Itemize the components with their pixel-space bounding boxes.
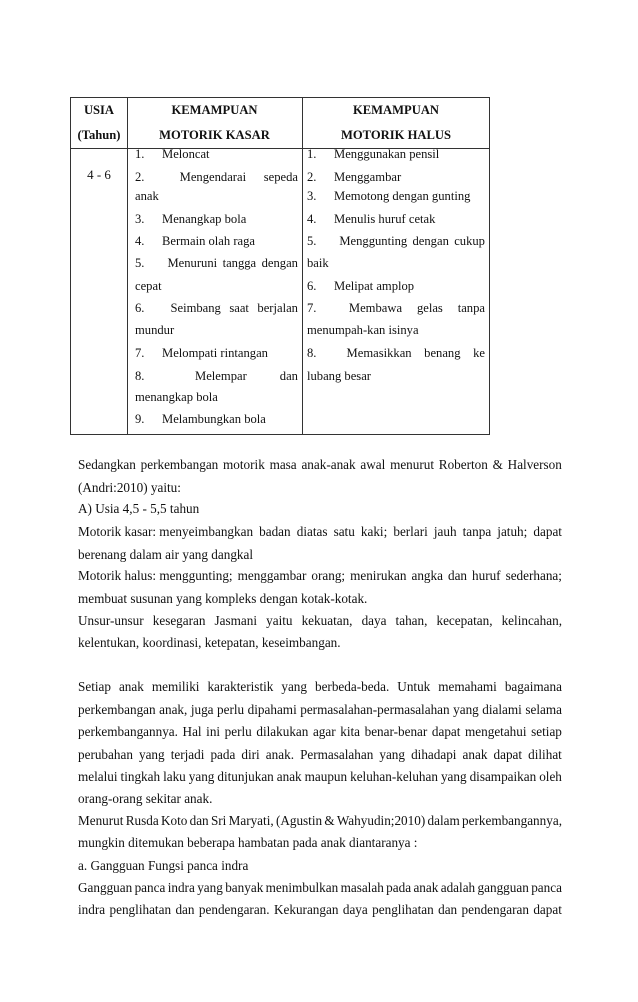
word: pada — [386, 880, 412, 895]
word: memiliki — [151, 679, 200, 694]
word: tanpa — [462, 524, 492, 539]
word: diatas — [296, 524, 328, 539]
word: yang — [379, 747, 405, 762]
header-kasar-line1: KEMAMPUAN — [171, 103, 258, 117]
word: motorik — [223, 457, 265, 472]
word: yang — [197, 880, 223, 895]
word: mengetahui — [465, 724, 527, 739]
list-item: 1. Meloncat — [135, 147, 210, 161]
word: dan — [189, 813, 209, 828]
paragraph-line — [78, 611, 562, 631]
word: yang — [188, 769, 215, 784]
word: daya — [361, 613, 387, 628]
word: maupun — [304, 769, 348, 784]
word: kekuatan, — [301, 613, 353, 628]
list-item-continuation: anak — [135, 189, 159, 203]
list-item-continuation: baik — [307, 256, 329, 270]
header-usia — [71, 98, 127, 148]
word: menirukan — [350, 568, 407, 583]
word: dihadapi — [411, 747, 457, 762]
word: oleh — [539, 769, 562, 784]
paragraph-line — [78, 722, 562, 742]
word: jatuh; — [497, 524, 528, 539]
list-item: 6. Melipat amplop — [307, 279, 415, 293]
word: terjadi — [170, 747, 205, 762]
word: & — [324, 813, 335, 828]
word: panca — [531, 880, 562, 895]
word: kesegaran — [152, 613, 206, 628]
word: Gangguan — [78, 880, 133, 895]
list-item: 1. Menggunakan pensil — [307, 147, 440, 161]
paragraph-line — [78, 455, 562, 475]
paragraph-line: berenang dalam air yang dangkal — [78, 547, 254, 562]
list-item: 4. Bermain olah raga — [135, 234, 256, 248]
word: dalam — [427, 813, 460, 828]
word: dilihat — [528, 747, 562, 762]
word: yang — [453, 702, 479, 717]
paragraph-line — [78, 745, 562, 765]
word: sederhana; — [505, 568, 562, 583]
word: perlu — [217, 702, 245, 717]
word: Unsur-unsur — [78, 613, 144, 628]
word: tingkah — [120, 769, 161, 784]
word: perkembangannya, — [462, 813, 562, 828]
word: Sedangkan — [78, 457, 136, 472]
list-item: 5. Menggunting dengan cukup — [307, 234, 485, 248]
word: berlari — [393, 524, 428, 539]
list-heading: A) Usia 4,5 - 5,5 tahun — [78, 501, 200, 516]
word: dan — [175, 902, 195, 917]
word: anak — [276, 769, 302, 784]
word: juga — [190, 702, 214, 717]
word: anak — [413, 880, 439, 895]
word: Motorik halus: menggunting; — [78, 568, 233, 583]
list-item: 8. Memasikkan benang ke — [307, 346, 485, 360]
paragraph-line: mungkin ditemukan beberapa hambatan pada anak diantaranya : — [78, 835, 418, 850]
word: Rusda — [125, 813, 159, 828]
word: yaitu — [266, 613, 293, 628]
word: indra — [167, 880, 195, 895]
list-item-continuation: cepat — [135, 279, 162, 293]
word: masalah — [340, 880, 384, 895]
word: penglihatan — [109, 902, 172, 917]
paragraph-line — [78, 677, 562, 697]
word: masa — [269, 457, 297, 472]
age-range: 4 - 6 — [87, 167, 111, 182]
word: menimbulkan — [265, 880, 339, 895]
word: tahan, — [395, 613, 428, 628]
word: Koto — [160, 813, 188, 828]
word: benar-benar — [364, 724, 428, 739]
word: angka — [411, 568, 443, 583]
paragraph-line: orang-orang sekitar anak. — [78, 791, 213, 806]
word: setiap — [531, 724, 562, 739]
word: gangguan — [477, 880, 529, 895]
word: Maryati, — [228, 813, 274, 828]
word: menggambar — [237, 568, 307, 583]
word: permasalahan-permasalahan — [300, 702, 450, 717]
word: kaki; — [360, 524, 388, 539]
word: adalah — [440, 880, 476, 895]
word: pendengaran — [461, 902, 529, 917]
paragraph-line: (Andri:2010) yaitu: — [78, 480, 181, 495]
list-item: 6. Seimbang saat berjalan — [135, 301, 298, 315]
list-item: 2. Mengendarai sepeda — [135, 170, 298, 184]
word: panca — [134, 880, 166, 895]
word: melalui — [78, 769, 118, 784]
list-item: 7. Melompati rintangan — [135, 346, 268, 360]
word: Roberton — [438, 457, 488, 472]
word: keluhan-keluhan — [350, 769, 438, 784]
list-item: 8. Melempar dan — [135, 369, 298, 383]
word: satu — [333, 524, 355, 539]
word: Kekurangan — [273, 902, 339, 917]
word: laku — [163, 769, 186, 784]
header-usia-line1: USIA — [83, 103, 115, 117]
header-halus — [302, 98, 490, 148]
word: perubahan — [78, 747, 133, 762]
word: dialami — [482, 702, 522, 717]
list-item: 2. Menggambar — [307, 170, 402, 184]
word: pada — [210, 747, 236, 762]
paragraph-line — [78, 700, 562, 720]
list-item-continuation: mundur — [135, 323, 175, 337]
word: awal — [360, 457, 386, 472]
word: yang — [440, 769, 467, 784]
word: Untuk — [397, 679, 431, 694]
word: ditunjukan — [217, 769, 274, 784]
list-item: 7. Membawa gelas tanpa — [307, 301, 485, 315]
header-halus-line1: KEMAMPUAN — [352, 103, 440, 117]
word: bagaimana — [504, 679, 562, 694]
list-item: 3. Memotong dengan gunting — [307, 189, 471, 203]
word: dan — [447, 568, 468, 583]
word: karakteristik — [207, 679, 274, 694]
word: menurut — [390, 457, 435, 472]
list-item: 9. Melambungkan bola — [135, 412, 266, 426]
word: ini — [206, 724, 221, 739]
word: dipahami — [247, 702, 297, 717]
header-usia-line2: (Tahun) — [77, 128, 121, 142]
paragraph-line — [78, 566, 562, 586]
word: dapat — [493, 747, 523, 762]
word: yang — [138, 747, 165, 762]
word: anak, — [159, 702, 188, 717]
word: Sri — [210, 813, 227, 828]
word: kita — [340, 724, 361, 739]
header-kasar — [127, 98, 302, 148]
motor-skills-table — [70, 97, 490, 435]
paragraph-line — [78, 878, 562, 898]
word: memahami — [438, 679, 497, 694]
word: anak. — [265, 747, 294, 762]
word: anak-anak — [301, 457, 356, 472]
word: selama — [525, 702, 562, 717]
paragraph-line — [78, 811, 562, 831]
word: anak — [462, 747, 488, 762]
word: Halverson — [507, 457, 562, 472]
word: dan — [438, 902, 458, 917]
paragraph-line — [78, 900, 562, 920]
word: Hal — [182, 724, 202, 739]
word: agar — [312, 724, 336, 739]
word: kecepatan, — [436, 613, 493, 628]
word: diri — [241, 747, 260, 762]
word: badan — [259, 524, 291, 539]
word: perlu — [224, 724, 252, 739]
word: yang — [281, 679, 307, 694]
word: dilakukan — [256, 724, 309, 739]
word: pendengaran. — [198, 902, 270, 917]
word: & — [492, 457, 503, 472]
paragraph-line: kelentukan, koordinasi, ketepatan, keseimbangan. — [78, 635, 341, 650]
word: perkembangan — [78, 702, 156, 717]
word: perkembangannya. — [78, 724, 178, 739]
list-item: 3. Menangkap bola — [135, 212, 247, 226]
word: Permasalahan — [300, 747, 374, 762]
header-halus-line2: MOTORIK HALUS — [341, 128, 451, 142]
word: dapat — [533, 524, 562, 539]
word: (Agustin — [275, 813, 323, 828]
word: jauh — [433, 524, 457, 539]
word: dapat — [533, 902, 562, 917]
word: banyak — [225, 880, 264, 895]
word: indra — [78, 902, 106, 917]
word: kelincahan, — [501, 613, 562, 628]
word: Wahyudin;2010) — [336, 813, 426, 828]
list-item: 4. Menulis huruf cetak — [307, 212, 436, 226]
word: Jasmani — [214, 613, 258, 628]
word: Menurut — [78, 813, 124, 828]
paragraph-line — [78, 767, 562, 787]
list-heading: a. Gangguan Fungsi panca indra — [78, 858, 249, 873]
word: perkembangan — [140, 457, 219, 472]
header-kasar-line2: MOTORIK KASAR — [159, 128, 270, 142]
word: dapat — [431, 724, 461, 739]
list-item-continuation: menangkap bola — [135, 390, 218, 404]
list-item-continuation: menumpah-kan isinya — [307, 323, 419, 337]
word: anak — [118, 679, 144, 694]
word: huruf — [472, 568, 501, 583]
word: penglihatan — [372, 902, 434, 917]
word: Motorik kasar: menyeimbangkan — [78, 524, 254, 539]
word: orang; — [311, 568, 346, 583]
word: berbeda-beda. — [314, 679, 390, 694]
list-item: 5. Menuruni tangga dengan — [135, 256, 298, 270]
word: Setiap — [78, 679, 111, 694]
paragraph-line: membuat susunan yang kompleks dengan kotak-kotak. — [78, 591, 368, 606]
paragraph-line — [78, 522, 562, 542]
word: disampaikan — [469, 769, 537, 784]
word: daya — [342, 902, 368, 917]
list-item-continuation: lubang besar — [307, 369, 371, 383]
